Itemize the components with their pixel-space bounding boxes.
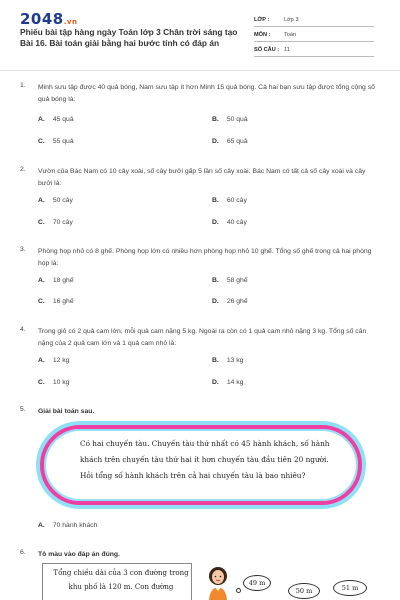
option-letter: C. <box>38 138 45 145</box>
option-d[interactable] <box>212 379 243 386</box>
question-text: Phòng họp nhỏ có 8 ghế. Phòng họp lớn có nhiều hơn phòng họp nhỏ 10 ghế. Tổng số ghế trong cả hai phòng họp là: <box>38 248 372 267</box>
question-number: 6. <box>20 549 26 556</box>
option-b[interactable] <box>212 197 247 204</box>
option-d[interactable] <box>212 138 248 145</box>
option-a[interactable] <box>38 277 74 284</box>
option-letter: D. <box>212 138 219 145</box>
option-letter: D. <box>212 379 219 386</box>
meta-value: Lớp 3 <box>284 17 299 23</box>
option-a[interactable] <box>38 197 73 204</box>
option-letter: A. <box>38 116 45 123</box>
answer-option[interactable] <box>38 522 97 529</box>
option-text: 70 hành khách <box>52 522 98 529</box>
option-text: 55 quả <box>52 138 74 145</box>
option-text: 18 ghế <box>52 277 74 284</box>
option-d[interactable] <box>212 298 248 305</box>
option-text: 26 ghế <box>226 298 248 305</box>
question-number: 1. <box>20 82 26 89</box>
answer-bubble-3[interactable] <box>333 580 367 596</box>
option-text: 58 ghế <box>226 277 248 284</box>
answer-bubble-2[interactable] <box>288 583 320 599</box>
worksheet-title: Phiếu bài tập hàng ngày Toán lớp 3 Chân trời sáng tạo Bài 16. Bài toán giải bằng hai bước tính có đáp án <box>20 27 238 48</box>
option-letter: B. <box>212 197 219 204</box>
option-text: 13 kg <box>226 357 244 364</box>
option-text: 10 kg <box>52 379 70 386</box>
option-text: 14 kg <box>226 379 244 386</box>
option-text: 70 cây <box>52 219 73 226</box>
meta-row-grade <box>254 16 374 27</box>
option-letter: A. <box>38 277 45 284</box>
question-text: Giải bài toán sau. <box>38 408 95 415</box>
meta-row-count <box>254 46 374 57</box>
meta-label: MÔN : <box>254 32 271 38</box>
option-letter: C. <box>38 379 45 386</box>
option-text: 65 quả <box>226 138 248 145</box>
question-number: 4. <box>20 326 26 333</box>
question-text: Vườn của Bác Nam có 10 cây xoài, số cây bưởi gấp 5 lần số cây xoài. Bác Nam có tất cả số cây xoài và cây bưởi là: <box>38 168 366 187</box>
question-text: Trong giỏ có 2 quả cam lớn, mỗi quả cam nặng 5 kg. Ngoài ra còn có 1 quả cam nhỏ nặng 3 kg. Tổng số cân nặng của 2 quả cam lớn và 1 quả cam nhỏ là: <box>38 328 367 347</box>
option-a[interactable] <box>38 357 69 364</box>
option-text: 16 ghế <box>52 298 74 305</box>
meta-label: LỚP : <box>254 17 270 23</box>
option-text: 50 cây <box>52 197 73 204</box>
option-letter: A. <box>38 197 45 204</box>
problem-text: Có hai chuyến tàu. Chuyến tàu thứ nhất có 45 hành khách, số hành khách trên chuyến tàu thứ hai ít hơn chuyến tàu đầu tiên 20 người. Hỏi tổng số hành khách trên cả hai chuyến tàu là bao nhiêu? <box>80 439 330 480</box>
option-c[interactable] <box>38 219 73 226</box>
option-c[interactable] <box>38 298 74 305</box>
answer-text: 50 m <box>295 587 313 595</box>
question-text: Minh sưu tập được 40 quả bóng, Nam sưu tập ít hơn Minh 15 quả bóng. Cả hai bạn sưu tập được tổng cộng số quả bóng là: <box>38 84 375 103</box>
option-c[interactable] <box>38 379 69 386</box>
meta-value: Toán <box>284 32 297 38</box>
option-b[interactable] <box>212 116 248 123</box>
option-letter: C. <box>38 298 45 305</box>
meta-value: 11 <box>284 47 290 53</box>
question-number: 2. <box>20 166 26 173</box>
option-letter: B. <box>212 277 219 284</box>
logo-suffix: .vn <box>63 18 78 26</box>
option-letter: A. <box>38 357 45 364</box>
option-text: 45 quả <box>52 116 74 123</box>
site-logo[interactable] <box>20 10 77 28</box>
question-text: Tô màu vào đáp án đúng. <box>38 551 120 558</box>
option-b[interactable] <box>212 277 248 284</box>
option-a[interactable] <box>38 116 74 123</box>
answer-text: 49 m <box>248 579 266 587</box>
option-text: 12 kg <box>52 357 70 364</box>
answer-text: 51 m <box>341 584 359 592</box>
question-number: 3. <box>20 246 26 253</box>
option-letter: B. <box>212 357 219 364</box>
thought-dot <box>236 588 241 593</box>
logo-text: 2048 <box>20 10 64 28</box>
option-letter: C. <box>38 219 45 226</box>
header-divider <box>0 70 400 71</box>
meta-label: SỐ CÂU : <box>254 47 280 53</box>
option-d[interactable] <box>212 219 247 226</box>
option-letter: D. <box>212 298 219 305</box>
option-c[interactable] <box>38 138 74 145</box>
option-letter: D. <box>212 219 219 226</box>
option-text: 60 cây <box>226 197 247 204</box>
option-text: 50 quả <box>226 116 248 123</box>
option-letter: A. <box>38 522 45 529</box>
option-b[interactable] <box>212 357 243 364</box>
option-text: 40 cây <box>226 219 247 226</box>
girl-illustration-icon <box>206 566 230 600</box>
answer-bubble-1[interactable] <box>243 575 271 591</box>
question-number: 5. <box>20 406 26 413</box>
option-letter: B. <box>212 116 219 123</box>
problem-text: Tổng chiều dài của 3 con đường trong khu phố là 120 m. Con đường <box>53 569 189 591</box>
meta-row-subject <box>254 31 374 42</box>
worksheet-header <box>0 0 400 64</box>
